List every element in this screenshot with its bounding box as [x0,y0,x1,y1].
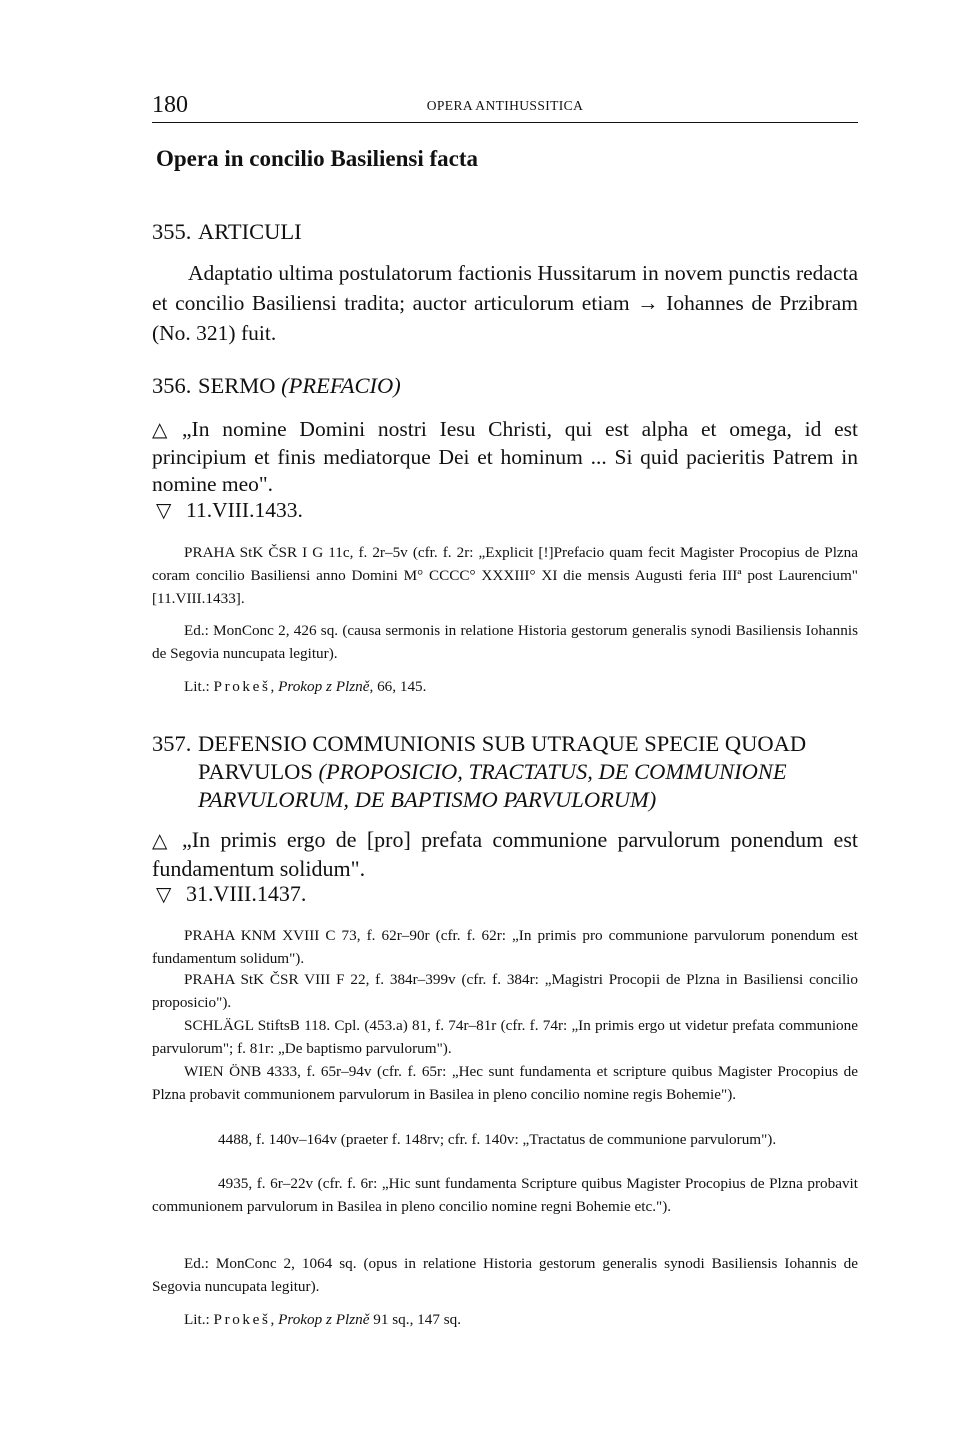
manuscript-item: WIEN ÖNB 4333, f. 65r–94v (cfr. f. 65r: „Hec sunt fundamenta et scripture quibus Magister Procopius de Plzna probavit communionem parvulorum in Basilea in pleno concilio nomine regis Bohemie"). [152,1063,858,1103]
entry-355-description: Adaptatio ultima postulatorum factionis Hussitarum in novem punctis redacta et concilio Basiliensi tradita; auctor articulorum etiam → Iohannes de Przibram (No. 321) fuit. [152,261,858,345]
manuscript-item: SCHLÄGL StiftsB 118. Cpl. (453.a) 81, f. 74r–81r (cfr. f. 74r: „In primis ergo ut videtur prefata communione parvulorum"; f. 81r: „De baptismo parvulorum"). [152,1017,858,1057]
triangle-down-icon: ▽ [156,884,172,906]
triangle-up-icon: △ [152,419,168,441]
literature-author: Prokeš [213,678,271,695]
page-number: 180 [152,92,188,118]
entry-title-italic: (PROPOSICIO, TRACTATUS, DE COMMUNIONE PARVULORUM, DE BAPTISMO PARVULORUM) [198,759,787,812]
date-text: 11.VIII.1433. [186,498,303,522]
header-rule [152,122,858,123]
literature-author: Prokeš [213,1311,271,1328]
entry-heading-body [152,730,858,814]
literature-pages: 91 sq., 147 sq. [369,1311,462,1328]
entry-number: 356. [152,373,192,398]
literature-title: Prokop z Plzně [278,1311,370,1328]
literature-title: Prokop z Plzně [278,678,370,695]
entry-title: SERMO [198,373,276,398]
entry-356-edition: Ed.: MonConc 2, 426 sq. (causa sermonis in relatione Historia gestorum generalis synodi Basiliensis Iohannis de Segovia nuncupata legitur). [152,622,858,662]
entry-356-manuscript: PRAHA StK ČSR I G 11c, f. 2r–5v (cfr. f. 2r: „Explicit [!]Prefacio quam fecit Magister Procopius de Plzna coram concilio Basiliensi anno Domini M° CCCC° XXXIII° XI die mensis Augusti feria IIIª post Laurencium" [11.VIII.1433]. [152,544,858,607]
triangle-down-icon: ▽ [156,500,172,522]
entry-355-heading [152,216,302,248]
triangle-up-icon: △ [152,830,168,852]
entry-357-incipit [152,826,858,882]
entry-357-heading [152,730,858,814]
entry-356-incipit [152,416,858,498]
entry-title: ARTICULI [198,219,302,244]
section-title: Opera in concilio Basiliensi facta [156,146,478,171]
entry-title: DEFENSIO COMMUNIONIS SUB UTRAQUE SPECIE QUOAD PARVULOS [198,731,807,784]
manuscript-item: PRAHA KNM XVIII C 73, f. 62r–90r (cfr. f. 62r: „In primis pro communione parvulorum ponendum est fundamentum solidum"). [152,927,858,967]
incipit-text: „In primis ergo de [pro] prefata communione parvulorum ponendum est fundamentum solidum". [152,827,858,881]
literature-prefix: Lit.: [184,1311,214,1328]
literature-pages: , 66, 145. [369,678,427,695]
entry-356-date [156,497,303,525]
entry-356-literature: Lit.: Prokeš, Prokop z Plzně, 66, 145. [184,678,427,695]
manuscript-item: 4935, f. 6r–22v (cfr. f. 6r: „Hic sunt fundamenta Scripture quibus Magister Procopius de Plzna probavit communionem parvulorum in Basilea in pleno concilio nomine regni Bohemie etc."). [152,1175,858,1215]
entry-number: 357. [152,731,192,756]
entry-357-date [156,880,306,909]
running-head [152,92,858,122]
manuscript-item: 4488, f. 140v–164v (praeter f. 148rv; cfr. f. 140v: „Tractatus de communione parvulorum"). [218,1131,777,1148]
entry-356-heading [152,370,401,402]
entry-number: 355. [152,219,192,244]
entry-357-edition: Ed.: MonConc 2, 1064 sq. (opus in relatione Historia gestorum generalis synodi Basiliensis Iohannis de Segovia nuncupata legitur). [152,1255,858,1295]
running-title: OPERA ANTIHUSSITICA [426,98,584,113]
entry-title-italic: (PREFACIO) [281,373,401,398]
manuscript-item: PRAHA StK ČSR VIII F 22, f. 384r–399v (cfr. f. 384r: „Magistri Procopii de Plzna in Basiliensi concilio proposicio"). [152,971,858,1011]
literature-prefix: Lit.: [184,678,214,695]
entry-357-literature: Lit.: Prokeš, Prokop z Plzně 91 sq., 147 sq. [184,1311,462,1328]
incipit-text: „In nomine Domini nostri Iesu Christi, qui est alpha et omega, id est principium et finis mediatorque Dei et hominum ... Si quid pacieritis Patrem in nomine meo". [152,417,858,496]
date-text: 31.VIII.1437. [186,881,307,906]
